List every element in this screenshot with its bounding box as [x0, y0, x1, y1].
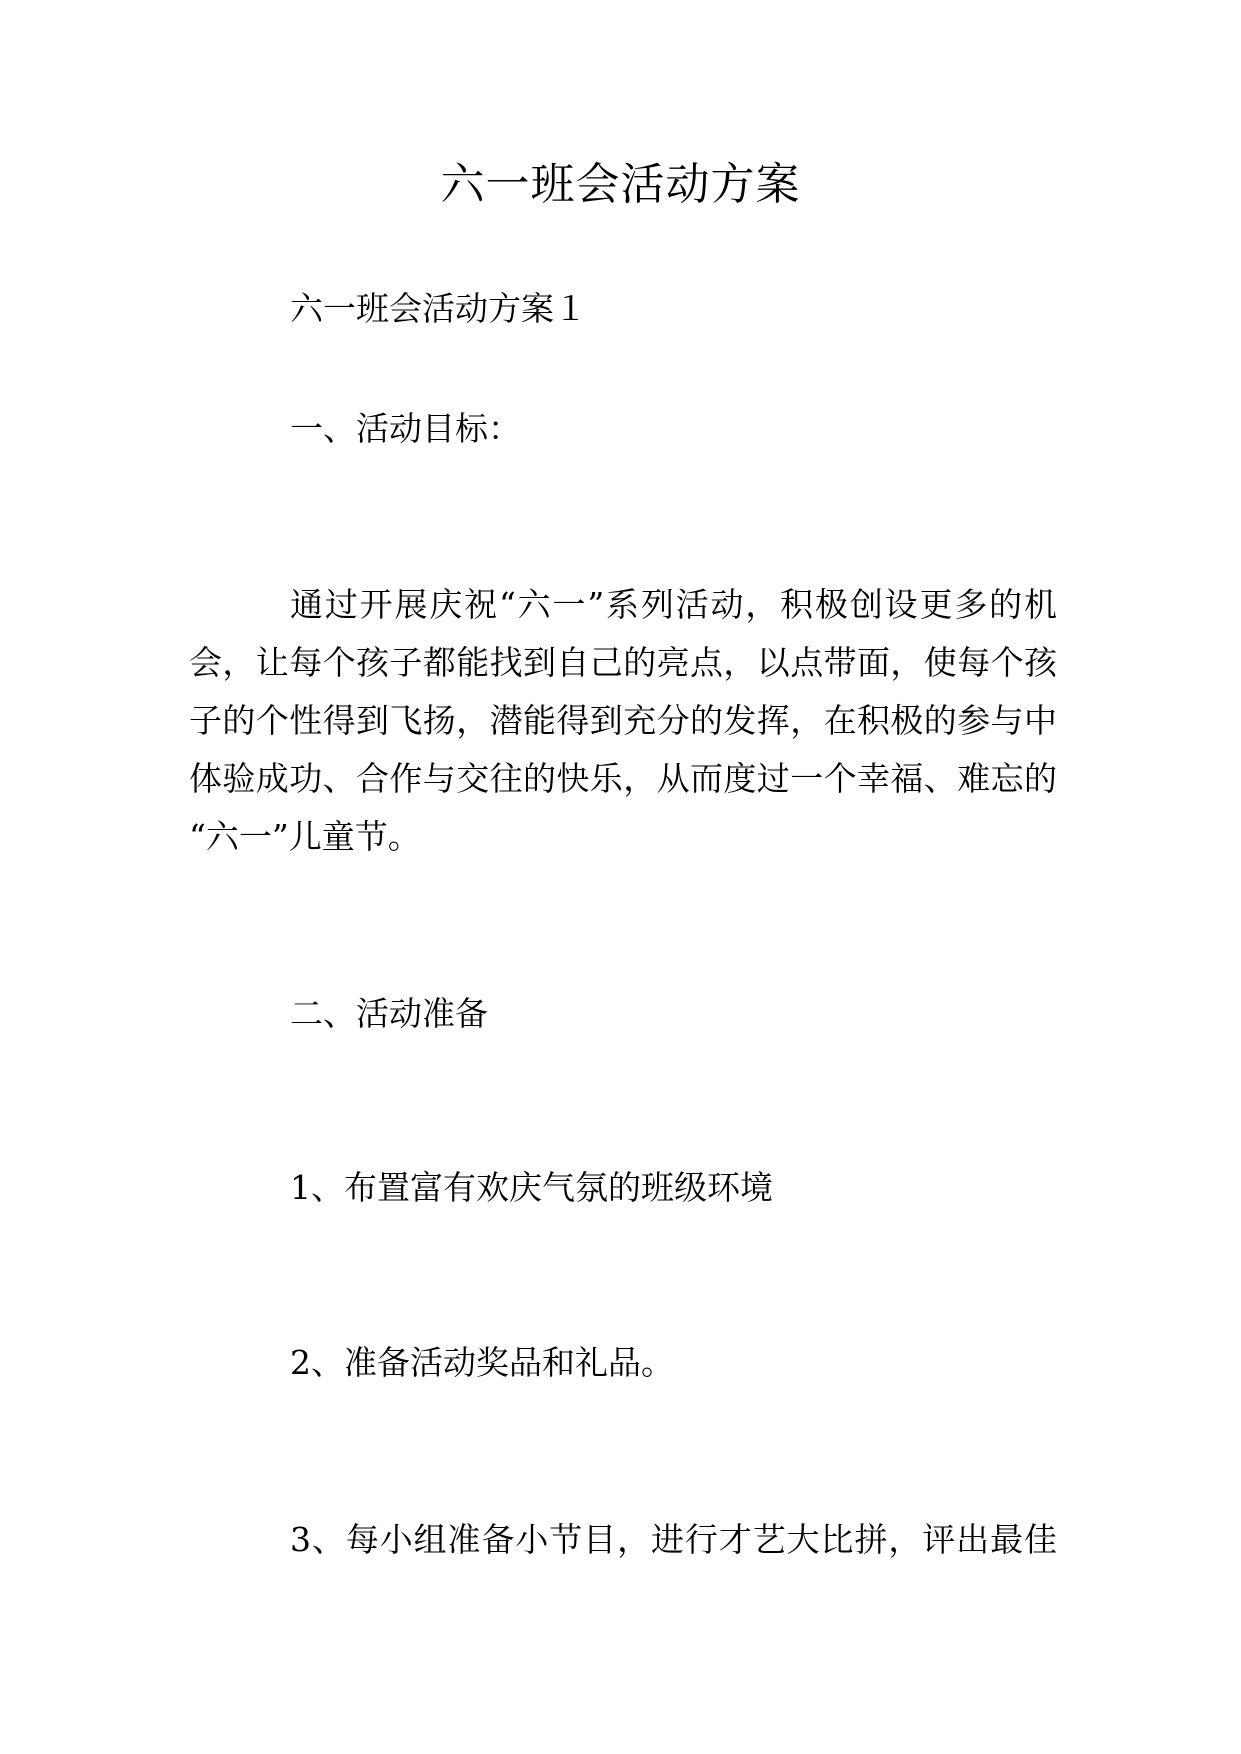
goals-paragraph: [189, 576, 1057, 866]
section-heading-preparation: 二、活动准备: [290, 994, 488, 1033]
paragraph-line: 通过开展庆祝“六一”系列活动，积极创设更多的机: [290, 585, 1057, 624]
list-item: 1、布置富有欢庆气氛的班级环境: [290, 1168, 773, 1207]
list-item: 2、准备活动奖品和礼品。: [290, 1343, 674, 1382]
paragraph-line: 子的个性得到飞扬，潜能得到充分的发挥，在积极的参与中: [189, 701, 1057, 740]
document-title: 六一班会活动方案: [440, 159, 801, 210]
section-heading-goals: 一、活动目标：: [290, 409, 521, 448]
paragraph-line: “六一”儿童节。: [189, 817, 421, 856]
paragraph-line: 会，让每个孩子都能找到自己的亮点，以点带面，使每个孩: [189, 643, 1057, 682]
list-item: 3、每小组准备小节目，进行才艺大比拼，评出最佳: [290, 1520, 1057, 1559]
paragraph-line: 体验成功、合作与交往的快乐，从而度过一个幸福、难忘的: [189, 759, 1057, 798]
plan-heading: 六一班会活动方案１: [290, 289, 587, 328]
